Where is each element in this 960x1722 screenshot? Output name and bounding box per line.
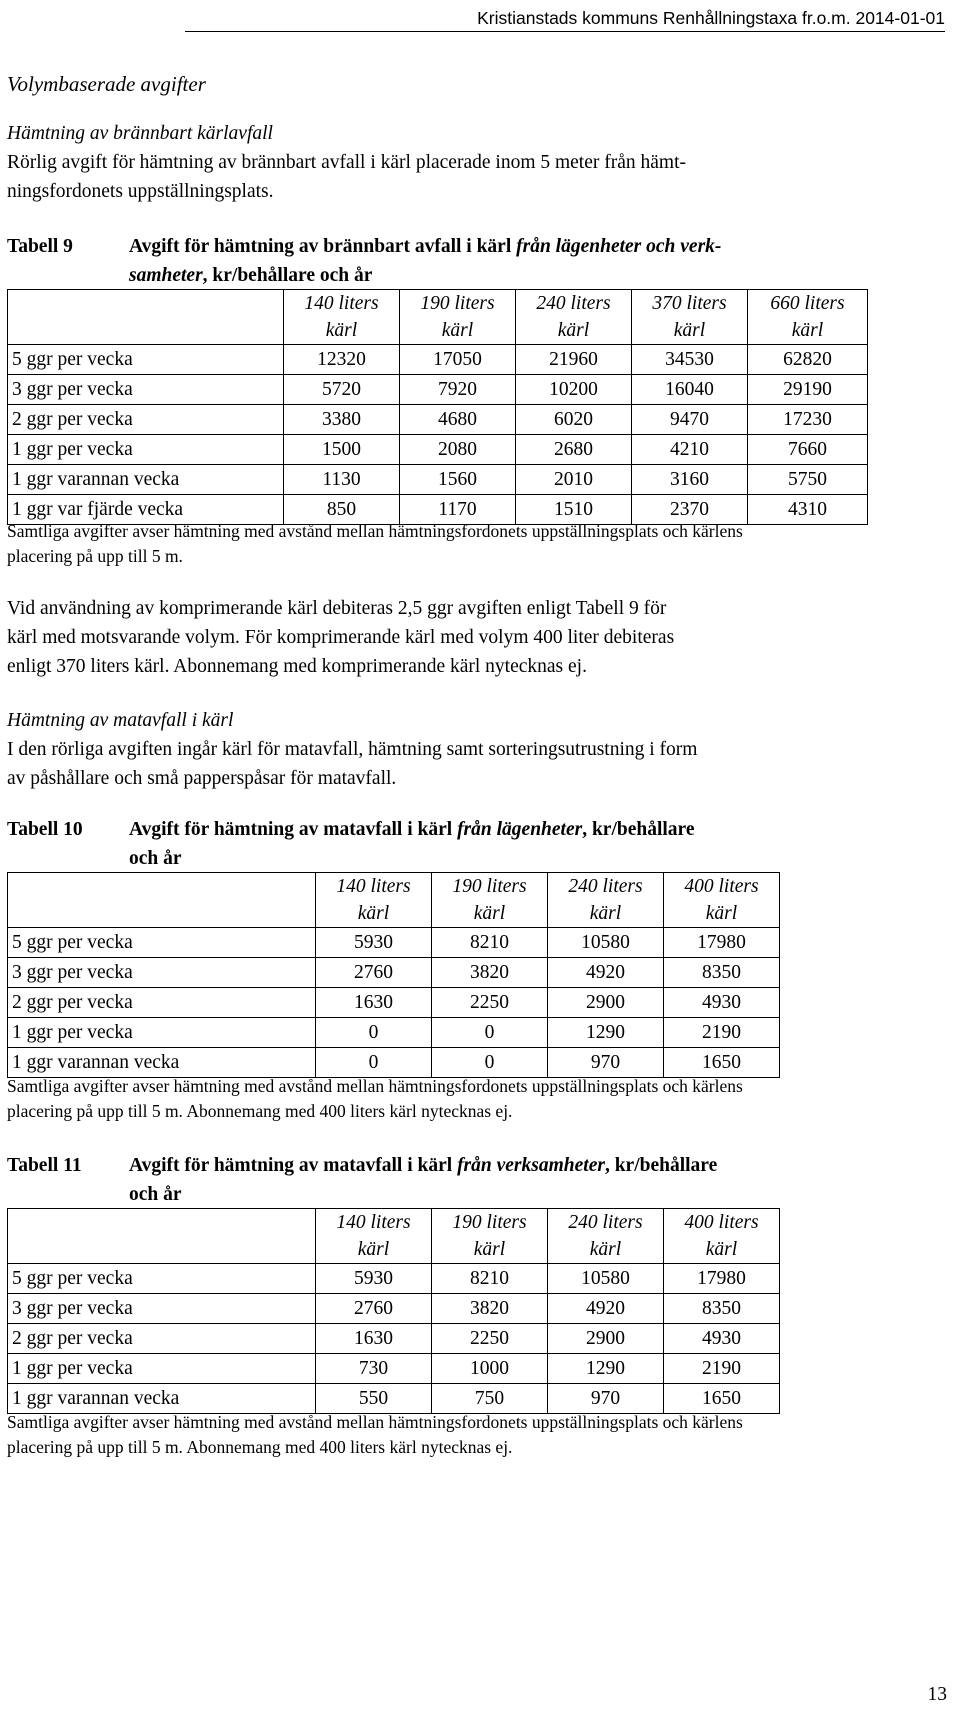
column-header-line1: 190 liters bbox=[420, 293, 495, 314]
table-cell: 1290 bbox=[548, 1018, 664, 1048]
table-cell: 1290 bbox=[548, 1354, 664, 1384]
table11-note-line2: placering på upp till 5 m. Abonnemang med 400 liters kärl nytecknas ej. bbox=[7, 1437, 513, 1457]
table-header-row bbox=[8, 1209, 780, 1264]
table-cell: 62820 bbox=[748, 345, 868, 375]
column-header-line2: kärl bbox=[557, 320, 590, 341]
table-row bbox=[8, 1264, 780, 1294]
komprimerande-line2: kärl med motsvarande volym. För komprimerande kärl med volym 400 liter debiteras bbox=[7, 627, 675, 648]
table-cell: 2190 bbox=[664, 1354, 780, 1384]
column-header bbox=[516, 290, 632, 345]
column-header bbox=[316, 873, 432, 928]
table-cell: 4930 bbox=[664, 988, 780, 1018]
row-label: 2 ggr per vecka bbox=[8, 1324, 316, 1354]
table11-caption-text bbox=[129, 1151, 947, 1209]
table9-caption-d: , kr/behållare och år bbox=[202, 265, 373, 286]
table-cell: 1650 bbox=[664, 1384, 780, 1414]
row-label: 1 ggr per vecka bbox=[8, 1018, 316, 1048]
page-number: 13 bbox=[927, 1684, 947, 1705]
table-cell: 1560 bbox=[400, 465, 516, 495]
column-header-line1: 140 liters bbox=[304, 293, 379, 314]
table-cell: 750 bbox=[432, 1384, 548, 1414]
table-row bbox=[8, 958, 780, 988]
row-label: 5 ggr per vecka bbox=[8, 928, 316, 958]
table11-note bbox=[7, 1410, 947, 1460]
table-cell: 6020 bbox=[516, 405, 632, 435]
table-cell: 1500 bbox=[284, 435, 400, 465]
table-cell: 2250 bbox=[432, 1324, 548, 1354]
table9-caption-b: från lägenheter och verk- bbox=[516, 236, 722, 257]
table-cell: 0 bbox=[316, 1048, 432, 1078]
row-label: 2 ggr per vecka bbox=[8, 405, 284, 435]
column-header-line1: 400 liters bbox=[684, 1212, 759, 1233]
table-cell: 2190 bbox=[664, 1018, 780, 1048]
column-header-line2: kärl bbox=[441, 320, 474, 341]
table-row bbox=[8, 435, 868, 465]
table-cell: 7660 bbox=[748, 435, 868, 465]
table10-caption-text bbox=[129, 815, 947, 873]
brannbart-text-line1: Rörlig avgift för hämtning av brännbart avfall i kärl placerade inom 5 meter från hämt- bbox=[7, 152, 686, 173]
column-header bbox=[284, 290, 400, 345]
column-header bbox=[748, 290, 868, 345]
column-header bbox=[548, 1209, 664, 1264]
table-row bbox=[8, 1294, 780, 1324]
row-label: 3 ggr per vecka bbox=[8, 375, 284, 405]
header-rule bbox=[185, 31, 945, 32]
table11-caption-c: , kr/behållare bbox=[604, 1155, 718, 1176]
row-label: 2 ggr per vecka bbox=[8, 988, 316, 1018]
row-label: 5 ggr per vecka bbox=[8, 1264, 316, 1294]
table-cell: 1130 bbox=[284, 465, 400, 495]
table-cell: 970 bbox=[548, 1048, 664, 1078]
table-header-row bbox=[8, 873, 780, 928]
table9-caption bbox=[7, 232, 947, 290]
row-label: 1 ggr per vecka bbox=[8, 1354, 316, 1384]
table-cell: 12320 bbox=[284, 345, 400, 375]
column-header-line2: kärl bbox=[473, 1239, 506, 1260]
table-cell: 2370 bbox=[632, 495, 748, 525]
table-row bbox=[8, 345, 868, 375]
column-header bbox=[664, 873, 780, 928]
page-header bbox=[185, 4, 945, 32]
table-cell: 4210 bbox=[632, 435, 748, 465]
column-header-line1: 370 liters bbox=[652, 293, 727, 314]
column-header-line2: kärl bbox=[705, 903, 738, 924]
table11-caption bbox=[7, 1151, 947, 1209]
table-cell: 550 bbox=[316, 1384, 432, 1414]
table-cell: 8350 bbox=[664, 1294, 780, 1324]
column-header bbox=[548, 873, 664, 928]
table-cell: 4930 bbox=[664, 1324, 780, 1354]
table11-caption-b: från verksamheter bbox=[457, 1155, 605, 1176]
table-cell: 1170 bbox=[400, 495, 516, 525]
row-label: 3 ggr per vecka bbox=[8, 1294, 316, 1324]
column-header-line1: 140 liters bbox=[336, 1212, 411, 1233]
column-header-line1: 190 liters bbox=[452, 1212, 527, 1233]
table-cell: 1630 bbox=[316, 1324, 432, 1354]
table-cell: 21960 bbox=[516, 345, 632, 375]
table-cell: 10580 bbox=[548, 928, 664, 958]
header-text: Kristianstads kommuns Renhållningstaxa fr.o.m. 2014-01-01 bbox=[477, 8, 945, 28]
komprimerande-line1: Vid användning av komprimerande kärl debiteras 2,5 ggr avgiften enligt Tabell 9 för bbox=[7, 598, 667, 619]
table9-caption-c: samheter bbox=[129, 265, 203, 286]
table-cell: 29190 bbox=[748, 375, 868, 405]
table9 bbox=[7, 289, 868, 525]
table-cell: 2080 bbox=[400, 435, 516, 465]
table-cell: 34530 bbox=[632, 345, 748, 375]
brannbart-intro bbox=[7, 119, 947, 206]
table-row bbox=[8, 1324, 780, 1354]
header-blank-cell bbox=[8, 290, 284, 345]
column-header-line2: kärl bbox=[589, 1239, 622, 1260]
table-cell: 9470 bbox=[632, 405, 748, 435]
table-cell: 17230 bbox=[748, 405, 868, 435]
table-cell: 1630 bbox=[316, 988, 432, 1018]
table11-caption-d: och år bbox=[129, 1184, 182, 1205]
matavfall-intro bbox=[7, 706, 947, 793]
table-cell: 2900 bbox=[548, 988, 664, 1018]
table-cell: 1000 bbox=[432, 1354, 548, 1384]
table-cell: 5750 bbox=[748, 465, 868, 495]
table10-caption bbox=[7, 815, 947, 873]
table-row bbox=[8, 1354, 780, 1384]
table-cell: 2010 bbox=[516, 465, 632, 495]
header-blank-cell bbox=[8, 1209, 316, 1264]
row-label: 1 ggr var fjärde vecka bbox=[8, 495, 284, 525]
column-header-line2: kärl bbox=[673, 320, 706, 341]
table-cell: 4920 bbox=[548, 958, 664, 988]
komprimerande-line3: enligt 370 liters kärl. Abonnemang med komprimerande kärl nytecknas ej. bbox=[7, 656, 587, 677]
table10-caption-a: Avgift för hämtning av matavfall i kärl bbox=[129, 819, 458, 840]
table10 bbox=[7, 872, 780, 1078]
table-cell: 2760 bbox=[316, 1294, 432, 1324]
table-cell: 17980 bbox=[664, 1264, 780, 1294]
column-header bbox=[316, 1209, 432, 1264]
table10-caption-b: från lägenheter bbox=[457, 819, 583, 840]
table-cell: 17980 bbox=[664, 928, 780, 958]
table-cell: 5930 bbox=[316, 928, 432, 958]
table-row bbox=[8, 465, 868, 495]
table11-caption-a: Avgift för hämtning av matavfall i kärl bbox=[129, 1155, 458, 1176]
table-cell: 1510 bbox=[516, 495, 632, 525]
table-cell: 0 bbox=[432, 1018, 548, 1048]
header-blank-cell bbox=[8, 873, 316, 928]
column-header-line2: kärl bbox=[705, 1239, 738, 1260]
table9-note-line1: Samtliga avgifter avser hämtning med avstånd mellan hämtningsfordonets uppställningsplats och kärlens bbox=[7, 521, 743, 541]
table9-label: Tabell 9 bbox=[7, 236, 73, 257]
table-row bbox=[8, 1048, 780, 1078]
column-header-line1: 240 liters bbox=[536, 293, 611, 314]
table9-note-line2: placering på upp till 5 m. bbox=[7, 546, 183, 566]
table-cell: 5720 bbox=[284, 375, 400, 405]
table-cell: 16040 bbox=[632, 375, 748, 405]
brannbart-heading: Hämtning av brännbart kärlavfall bbox=[7, 123, 273, 144]
column-header bbox=[432, 1209, 548, 1264]
table-cell: 7920 bbox=[400, 375, 516, 405]
table10-note bbox=[7, 1074, 947, 1124]
table-row bbox=[8, 988, 780, 1018]
column-header-line2: kärl bbox=[589, 903, 622, 924]
column-header-line1: 240 liters bbox=[568, 1212, 643, 1233]
komprimerande-paragraph bbox=[7, 594, 947, 681]
column-header-line1: 240 liters bbox=[568, 876, 643, 897]
column-header-line1: 400 liters bbox=[684, 876, 759, 897]
column-header bbox=[664, 1209, 780, 1264]
section-title: Volymbaserade avgifter bbox=[7, 72, 206, 96]
table-cell: 5930 bbox=[316, 1264, 432, 1294]
column-header-line1: 190 liters bbox=[452, 876, 527, 897]
table10-note-line2: placering på upp till 5 m. Abonnemang med 400 liters kärl nytecknas ej. bbox=[7, 1101, 513, 1121]
table11-note-line1: Samtliga avgifter avser hämtning med avstånd mellan hämtningsfordonets uppställningsplats och kärlens bbox=[7, 1412, 743, 1432]
table-row bbox=[8, 375, 868, 405]
table-cell: 2900 bbox=[548, 1324, 664, 1354]
column-header bbox=[400, 290, 516, 345]
table-cell: 8210 bbox=[432, 1264, 548, 1294]
table-cell: 4680 bbox=[400, 405, 516, 435]
column-header bbox=[632, 290, 748, 345]
table-cell: 1650 bbox=[664, 1048, 780, 1078]
row-label: 1 ggr varannan vecka bbox=[8, 1048, 316, 1078]
brannbart-text-line2: ningsfordonets uppställningsplats. bbox=[7, 181, 274, 202]
table9-caption-a: Avgift för hämtning av brännbart avfall i kärl bbox=[129, 236, 517, 257]
table9-note bbox=[7, 519, 947, 569]
table-cell: 730 bbox=[316, 1354, 432, 1384]
table-cell: 10580 bbox=[548, 1264, 664, 1294]
column-header-line2: kärl bbox=[473, 903, 506, 924]
table10-caption-c: , kr/behållare bbox=[582, 819, 695, 840]
table-cell: 4920 bbox=[548, 1294, 664, 1324]
table10-caption-d: och år bbox=[129, 848, 182, 869]
table-cell: 17050 bbox=[400, 345, 516, 375]
table-cell: 3820 bbox=[432, 1294, 548, 1324]
table-cell: 3160 bbox=[632, 465, 748, 495]
column-header bbox=[432, 873, 548, 928]
table-row bbox=[8, 405, 868, 435]
row-label: 1 ggr per vecka bbox=[8, 435, 284, 465]
table9-caption-text bbox=[129, 232, 947, 290]
table-cell: 4310 bbox=[748, 495, 868, 525]
matavfall-text-line1: I den rörliga avgiften ingår kärl för matavfall, hämtning samt sorteringsutrustning i form bbox=[7, 739, 698, 760]
row-label: 5 ggr per vecka bbox=[8, 345, 284, 375]
table10-label: Tabell 10 bbox=[7, 819, 83, 840]
table-row bbox=[8, 928, 780, 958]
table-row bbox=[8, 1018, 780, 1048]
column-header-line2: kärl bbox=[325, 320, 358, 341]
column-header-line1: 140 liters bbox=[336, 876, 411, 897]
table-cell: 970 bbox=[548, 1384, 664, 1414]
column-header-line1: 660 liters bbox=[770, 293, 845, 314]
table-cell: 3820 bbox=[432, 958, 548, 988]
table-cell: 2680 bbox=[516, 435, 632, 465]
table-cell: 850 bbox=[284, 495, 400, 525]
table-cell: 3380 bbox=[284, 405, 400, 435]
table-row bbox=[8, 1384, 780, 1414]
table-cell: 10200 bbox=[516, 375, 632, 405]
table-cell: 8350 bbox=[664, 958, 780, 988]
row-label: 1 ggr varannan vecka bbox=[8, 465, 284, 495]
table-cell: 0 bbox=[432, 1048, 548, 1078]
column-header-line2: kärl bbox=[791, 320, 824, 341]
table10-note-line1: Samtliga avgifter avser hämtning med avstånd mellan hämtningsfordonets uppställningsplats och kärlens bbox=[7, 1076, 743, 1096]
table11 bbox=[7, 1208, 780, 1414]
row-label: 1 ggr varannan vecka bbox=[8, 1384, 316, 1414]
matavfall-heading: Hämtning av matavfall i kärl bbox=[7, 710, 234, 731]
table-header-row bbox=[8, 290, 868, 345]
table-cell: 2760 bbox=[316, 958, 432, 988]
matavfall-text-line2: av påshållare och små papperspåsar för matavfall. bbox=[7, 768, 397, 789]
table-cell: 8210 bbox=[432, 928, 548, 958]
table-cell: 0 bbox=[316, 1018, 432, 1048]
table-cell: 2250 bbox=[432, 988, 548, 1018]
table11-label: Tabell 11 bbox=[7, 1155, 82, 1176]
row-label: 3 ggr per vecka bbox=[8, 958, 316, 988]
column-header-line2: kärl bbox=[357, 903, 390, 924]
column-header-line2: kärl bbox=[357, 1239, 390, 1260]
